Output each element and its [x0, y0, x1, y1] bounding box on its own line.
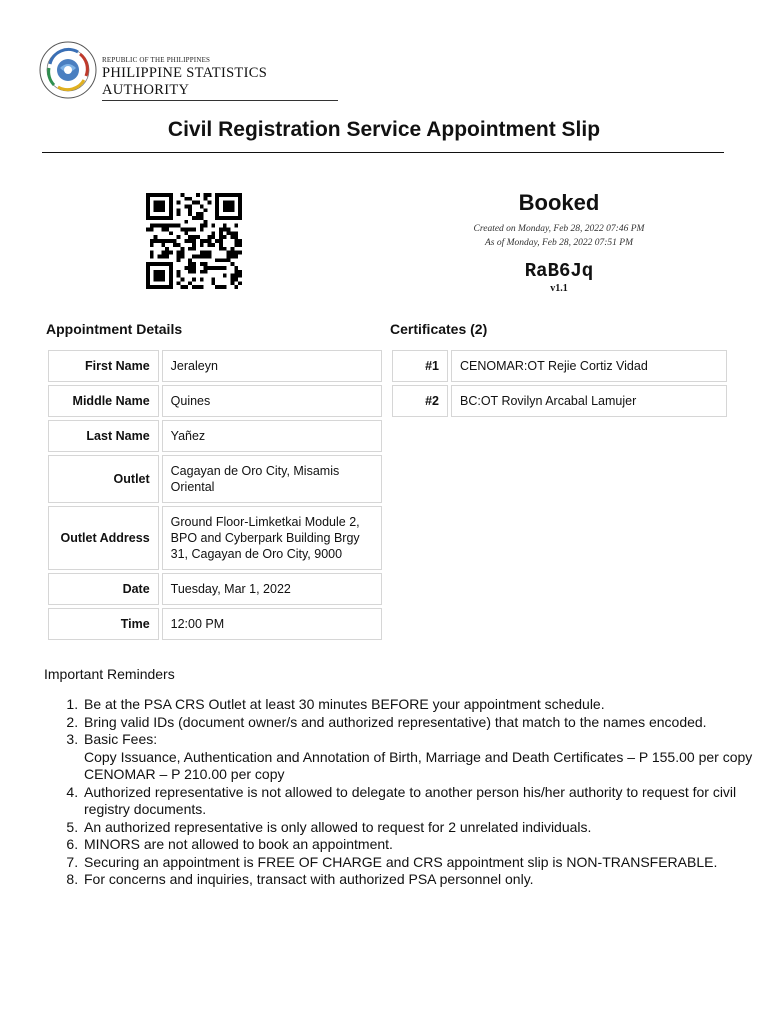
certificates-table [389, 347, 730, 420]
qr-code-icon [144, 193, 244, 289]
list-item [82, 871, 762, 889]
list-item [82, 836, 762, 854]
table-row [48, 385, 382, 417]
header [38, 38, 338, 102]
fee-copy: Copy Issuance, Authentication and Annotation of Birth, Marriage and Death Certificates – P 155.00 per copy [84, 748, 753, 765]
field-label: Time [48, 608, 159, 640]
field-label: First Name [48, 350, 159, 382]
table-row [48, 455, 382, 503]
list-item [82, 731, 762, 784]
reference-code: RaB6Jq [524, 260, 594, 282]
table-row [392, 350, 727, 382]
certificates-heading: Certificates (2) [390, 321, 488, 337]
version-label: v1.1 [550, 283, 568, 294]
certificate-number: #2 [392, 385, 448, 417]
reminder-text: For concerns and inquiries, transact with authorized PSA personnel only. [84, 871, 534, 887]
field-label: Outlet Address [48, 506, 159, 570]
agency-label: PHILIPPINE STATISTICS AUTHORITY [102, 65, 268, 98]
reminder-text: Securing an appointment is FREE OF CHARGE and CRS appointment slip is NON-TRANSFERABLE. [84, 853, 718, 870]
list-item [82, 854, 762, 872]
field-value: 12:00 PM [162, 608, 382, 640]
fee-cenomar: CENOMAR – P 210.00 per copy [84, 766, 285, 782]
table-row [48, 420, 382, 452]
appointment-heading: Appointment Details [46, 321, 183, 337]
field-value: Jeraleyn [162, 350, 382, 382]
table-row [48, 573, 382, 605]
created-timestamp: Created on Monday, Feb 28, 2022 07:46 PM [473, 224, 645, 234]
list-item [82, 714, 762, 732]
field-value: Quines [162, 385, 382, 417]
asof-timestamp: As of Monday, Feb 28, 2022 07:51 PM [484, 238, 634, 248]
certificate-number: #1 [392, 350, 448, 382]
appointment-table [45, 347, 385, 643]
table-row [392, 385, 727, 417]
field-value: Ground Floor-Limketkai Module 2, BPO and Cyberpark Building Brgy 31, Cagayan de Oro City, 9000 [162, 506, 382, 570]
list-item [82, 819, 762, 837]
reminder-text: Be at the PSA CRS Outlet at least 30 minutes BEFORE your appointment schedule. [84, 696, 605, 712]
table-row [48, 506, 382, 570]
reminder-text: Authorized representative is not allowed to delegate to another person his/her authority to request for civil registry documents. [84, 783, 737, 817]
field-label: Last Name [48, 420, 159, 452]
field-label: Middle Name [48, 385, 159, 417]
reminders-heading: Important Reminders [44, 666, 175, 682]
reminder-text: An authorized representative is only allowed to request for 2 unrelated individuals. [84, 818, 592, 835]
psa-seal-icon [38, 40, 98, 100]
reminder-text: Bring valid IDs (document owner/s and authorized representative) that match to the names encoded. [84, 713, 707, 730]
agency-underline [102, 100, 338, 101]
page-title: Civil Registration Service Appointment Slip [167, 118, 601, 141]
field-value: Yañez [162, 420, 382, 452]
reminders-list [44, 696, 762, 889]
field-value: Tuesday, Mar 1, 2022 [162, 573, 382, 605]
certificate-text: CENOMAR:OT Rejie Cortiz Vidad [451, 350, 727, 382]
reminder-text: MINORS are not allowed to book an appointment. [84, 836, 393, 852]
certificate-text: BC:OT Rovilyn Arcabal Lamujer [451, 385, 727, 417]
field-label: Date [48, 573, 159, 605]
field-value: Cagayan de Oro City, Misamis Oriental [162, 455, 382, 503]
agency-name [102, 56, 338, 101]
status-label: Booked [518, 190, 600, 215]
list-item [82, 784, 762, 819]
list-item [82, 696, 762, 714]
status-block [420, 190, 698, 294]
republic-label: REPUBLIC OF THE PHILIPPINES [102, 56, 211, 64]
reminder-text: Basic Fees: [84, 731, 158, 747]
field-label: Outlet [48, 455, 159, 503]
table-row [48, 608, 382, 640]
table-row [48, 350, 382, 382]
title-divider [42, 152, 724, 153]
